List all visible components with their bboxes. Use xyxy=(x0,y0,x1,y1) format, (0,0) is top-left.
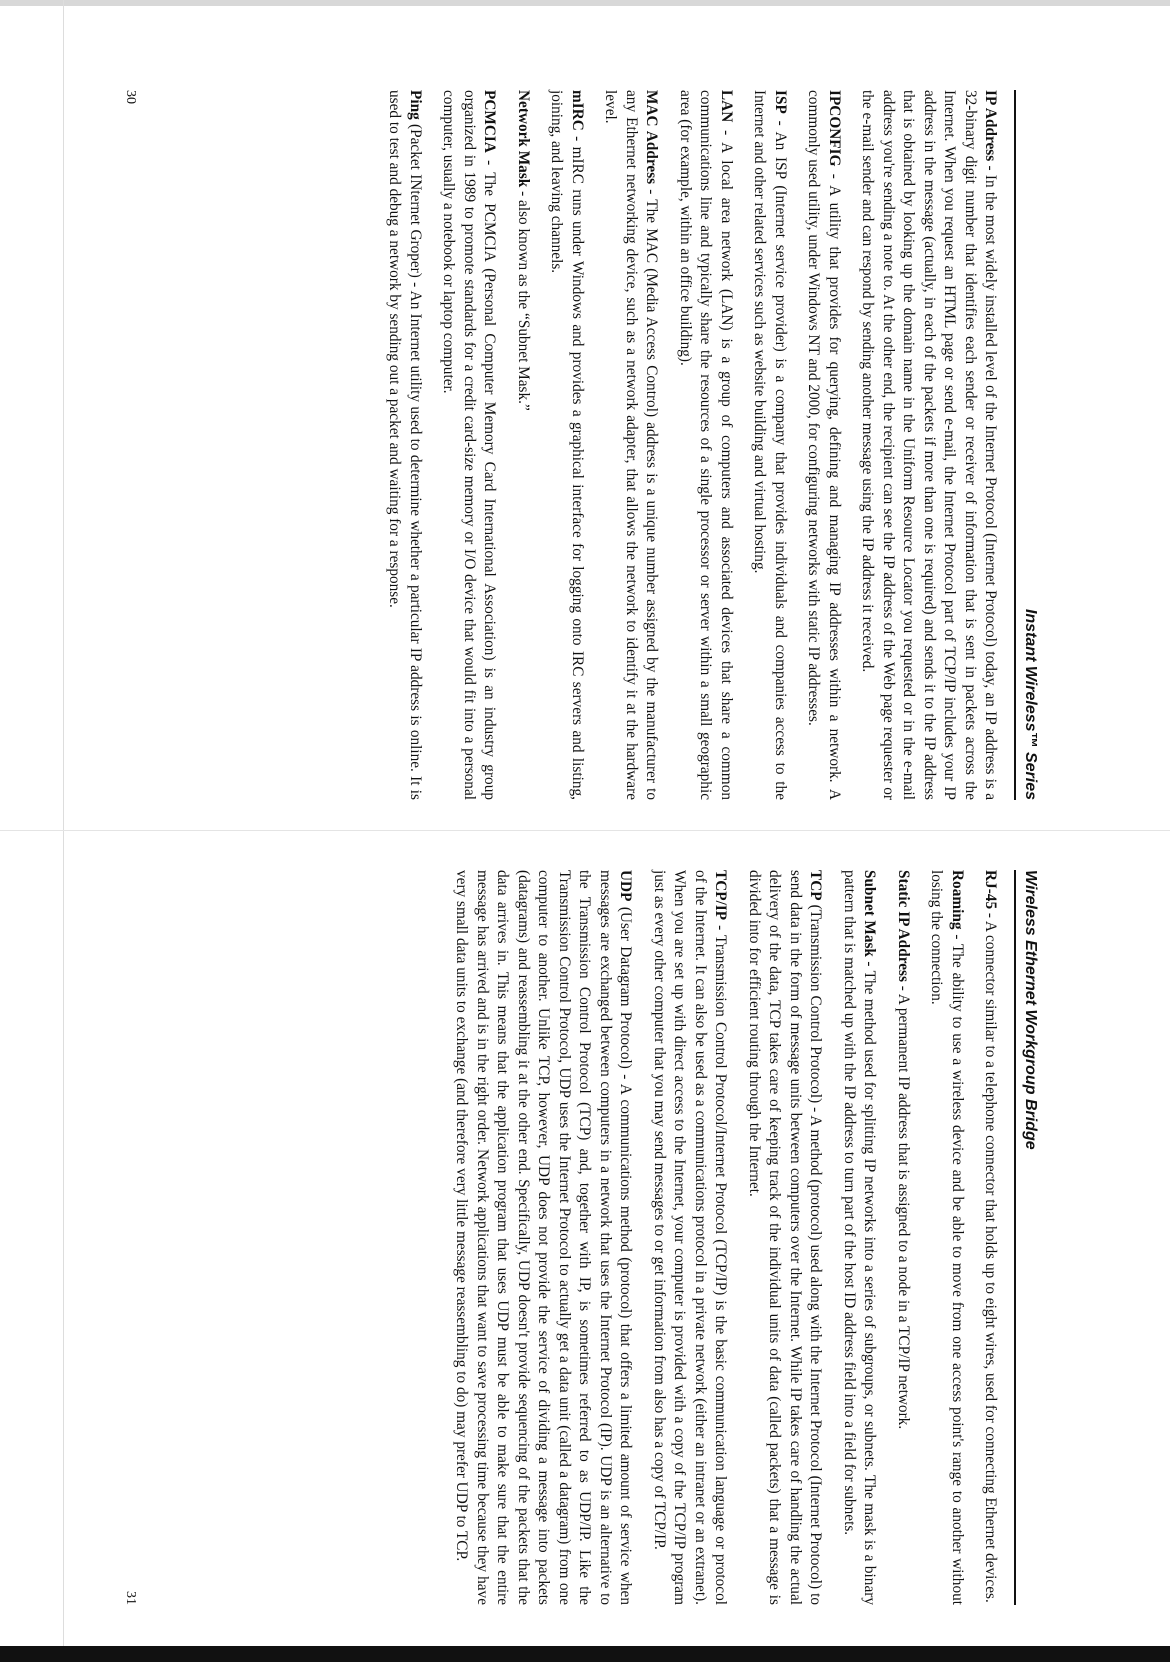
glossary-entry xyxy=(839,870,880,1605)
glossary-entry xyxy=(513,90,534,800)
glossary-definition: - In the most widely installed level of the Internet Protocol (Internet Protocol) today, an IP address is a 32-binary digit number that identifies each sender or receiver of information that is sent in packets across the Internet. When you request an HTML page or send e-mail, the Internet Protocol part of TCP/IP includes your IP address in the message (actually, in each of the packets if more than one is required) and sends it to the IP address that is obtained by looking up the domain name in the Uniform Resource Locator you requested or in the e-mail address you're sending a note to. At the other end, the recipient can see the IP address of the Web page requester or the e-mail sender and can respond by sending another message using the IP address it received. xyxy=(859,90,1000,800)
glossary-definition: - An ISP (Internet service provider) is a company that provides individuals and companies access to the Internet and other related services such as website building and virtual hosting. xyxy=(751,90,789,800)
glossary-entry xyxy=(744,870,826,1605)
glossary-definition: - A permanent IP address that is assigned to a node in a TCP/IP network. xyxy=(895,981,912,1430)
glossary-entry xyxy=(675,90,737,800)
glossary-term: Network Mask xyxy=(515,90,532,188)
glossary-definition: - A connector similar to a telephone connector that holds up to eight wires, used for connecting Ethernet devices. xyxy=(982,909,1000,1603)
glossary-definition: - Transmission Control Protocol/Internet Protocol (TCP/IP) is the basic communication language or protocol of the Internet. It can also be used as a communications protocol in a private network (either an intranet or an extranet). When you are set up with direct access to the Internet, your computer is provided with a copy of the TCP/IP program just as every other computer that you may send messages to or get information from also has a copy of TCP/IP. xyxy=(651,870,730,1605)
glossary-definition: - The ability to use a wireless device and be able to move from one access point's range to another without losing the connection. xyxy=(928,870,966,1605)
glossary-definition: - A local area network (LAN) is a group of computers and associated devices that share a common communications line and typically share the resources of a single processor or server within a small geographic area (for example, within an office building). xyxy=(677,90,735,800)
glossary-definition: - A utility that provides for querying, defining and managing IP addresses within a network. A commonly used utility, under Windows NT and 2000, for configuring networks with static IP addresses. xyxy=(805,90,843,800)
glossary-entry xyxy=(546,90,587,800)
glossary-term: mIRC xyxy=(569,90,586,131)
right-page-number: 31 xyxy=(123,1591,139,1605)
glossary-definition: - The method used for splitting IP networks into a series of subgroups, or subnets. The mask is a binary pattern that is matched up with the IP address to turn part of the host ID address field into a field for subnets. xyxy=(841,870,879,1605)
glossary-term: Ping xyxy=(407,90,424,120)
glossary-definition: - The MAC (Media Access Control) address is a unique number assigned by the manufacturer to any Ethernet networking device, such as a network adapter, that allows the network to identify it at the hardware level. xyxy=(602,90,661,800)
glossary-entry xyxy=(451,870,636,1605)
glossary-term: Static IP Address xyxy=(895,870,912,982)
glossary-term: TCP xyxy=(807,870,825,901)
glossary-entry xyxy=(857,90,1001,800)
glossary-definition: (Packet INternet Groper) - An Internet utility used to determine whether a particular IP address is online. It is used to test and debug a network by sending out a packet and waiting for a response. xyxy=(386,90,424,800)
glossary-entry xyxy=(384,90,425,800)
glossary-term: IP Address xyxy=(982,90,1000,162)
left-page-number: 30 xyxy=(123,90,139,104)
glossary-entry xyxy=(600,90,662,800)
glossary-term: UDP xyxy=(617,870,635,902)
left-running-head: Instant Wireless™ Series xyxy=(1015,90,1041,800)
glossary-definition: (Transmission Control Protocol) - A method (protocol) used along with the Internet Protocol (Internet Protocol) to send data in the form of message units between computers over the Internet. While IP takes care of handling the actual delivery of the data, TCP takes care of keeping track of the individual units of data (called packets) that a message is divided into for efficient routing through the Internet. xyxy=(746,870,825,1605)
glossary-definition: - mIRC runs under Windows and provides a graphical interface for logging onto IRC servers and listing, joining, and leaving channels. xyxy=(548,90,586,800)
glossary-term: TCP/IP xyxy=(712,870,730,921)
glossary-entry xyxy=(926,870,967,1605)
glossary-entry xyxy=(749,90,790,800)
glossary-definition: - also known as the “Subnet Mask.” xyxy=(515,187,532,411)
glossary-entry xyxy=(803,90,844,800)
page-fold-line xyxy=(0,830,1170,831)
glossary-definition: (User Datagram Protocol) - A communications method (protocol) that offers a limited amount of service when messages are exchanged between computers in a network that uses the Internet Protocol (IP). UDP is an alternative to the Transmission Control Protocol (TCP) and, together with IP, is sometimes referred to as UDP/IP. Like the Transmission Control Protocol, UDP uses the Internet Protocol to actually get a data unit (called a datagram) from one computer to another. Unlike TCP, however, UDP does not provide the service of dividing a message into packets (datagrams) and reassembling it at the other end. Specifically, UDP doesn't provide sequencing of the packets that the data arrives in. This means that the application program that uses UDP must be able to make sure that the entire message has arrived and is in the right order. Network applications that want to save processing time because they have very small data units to exchange (and therefore very little message reassembling to do) may prefer UDP to TCP. xyxy=(453,870,635,1605)
glossary-term: Roaming xyxy=(949,870,966,930)
scan-bottom-edge xyxy=(0,1646,1170,1662)
glossary-entry xyxy=(893,870,914,1605)
glossary-definition: - The PCMCIA (Personal Computer Memory Card International Association) is an industry group organized in 1989 to promote standards for a credit card-size memory or I/O device that would fit into a personal computer, usually a notebook or laptop computer. xyxy=(440,90,499,800)
glossary-term: IPCONFIG xyxy=(826,90,843,167)
right-running-head: Wireless Ethernet Workgroup Bridge xyxy=(1015,870,1041,1605)
glossary-term: LAN xyxy=(718,90,735,123)
glossary-term: Subnet Mask xyxy=(861,870,879,957)
binding-margin-line xyxy=(63,0,64,1646)
glossary-term: MAC Address xyxy=(643,90,661,185)
scan-top-edge xyxy=(0,0,1170,6)
glossary-term: ISP xyxy=(772,90,789,114)
right-glossary-entries xyxy=(147,870,1001,1605)
glossary-entry xyxy=(438,90,500,800)
glossary-entry xyxy=(980,870,1001,1605)
glossary-entry xyxy=(649,870,731,1605)
glossary-term: PCMCIA xyxy=(481,90,499,153)
right-page xyxy=(120,870,1040,1605)
left-page xyxy=(120,90,1040,800)
glossary-term: RJ-45 xyxy=(982,870,1000,910)
left-glossary-entries xyxy=(147,90,1001,800)
